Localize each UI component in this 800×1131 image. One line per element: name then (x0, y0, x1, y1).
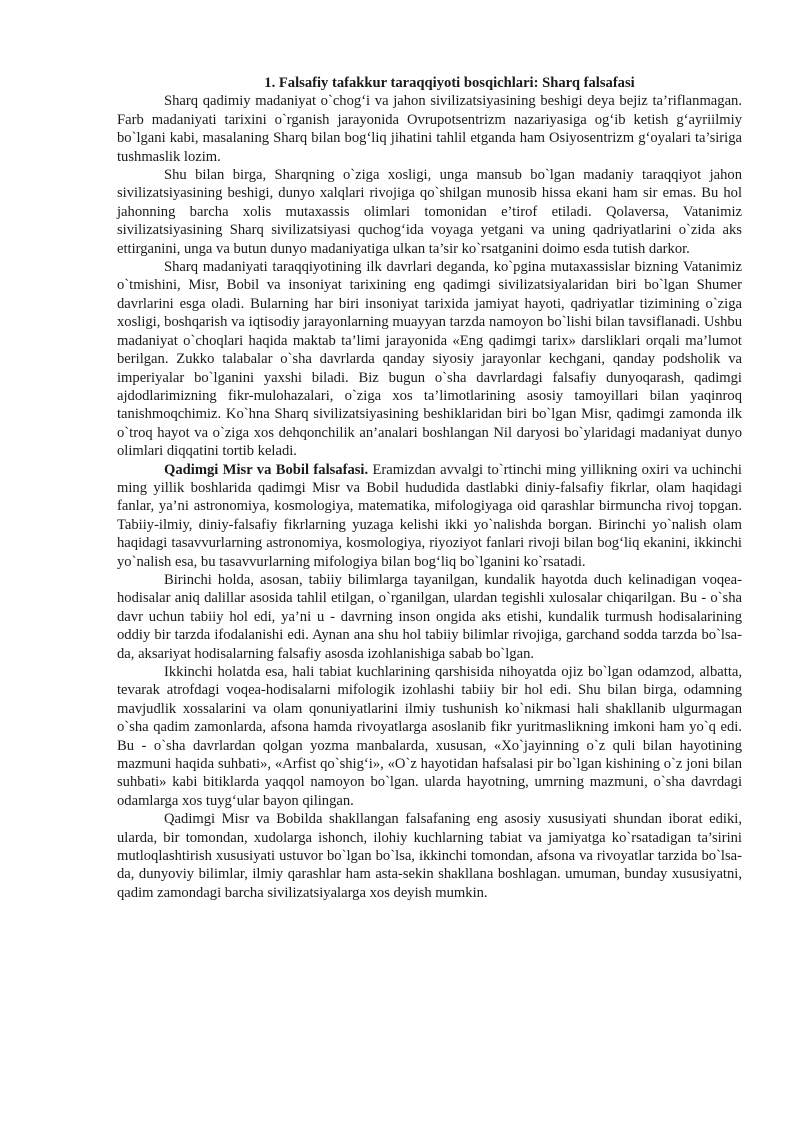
paragraph-text: Sharq madaniyati taraqqiyotining ilk davrlari deganda, ko`pgina mutaxassislar bizning Vatanimiz o`tmishini, Misr, Bobil va insoniyat tarixining eng qadimgi sivilizatsiyalaridan biri bo`lgan Shumer davrlarini esga oladi. Bularning har biri insoniyat tarixida jamiyat hayoti, qadriyatlar tizimining o`ziga xosligi, boshqarish va iqtisodiy jarayonlarning muayyan tarzda namoyon bo`lishi bilan tavsiflanadi. Ushbu madaniyat o`choqlari haqida maktab ta’limi jarayonida «Eng qadimgi tarix» darsliklari orqali ma’lumot berilgan. Zukko talabalar o`sha davrlarda qanday siyosiy jarayonlar kechgani, qanday podsholik va imperiyalar bo`lganini yaxshi biladi. Biz bugun o`sha davrlardagi falsafiy dunyoqarash, qadimgi ajdodlarimizning fikr-mulohazalari, o`ziga xos ta’limotlarining asosiy tamoyillari bilan yaqinroq tanishmoqchimiz. Ko`hna Sharq sivilizatsiyasining beshiklaridan biri bo`lgan Misr, qadimgi zamonda ilk o`troq hayot va o`ziga xos dehqonchilik an’analari boshlangan Nil daryosi bo`ylaridagi madaniyat dunyo olimlari diqqatini tortib keladi. (117, 259, 742, 460)
document-title: 1. Falsafiy tafakkur taraqqiyoti bosqichlari: Sharq falsafasi (264, 75, 635, 91)
paragraph (117, 810, 742, 902)
paragraph (117, 258, 742, 460)
paragraph-text: Shu bilan birga, Sharqning o`ziga xosligi, unga mansub bo`lgan madaniy taraqqiyot jahon sivilizatsiyasining beshigi, dunyo xalqlari rivojiga qo`shilgan munosib hissa ekani ham sir emas. Bu hol jahonning barcha xolis mutaxassis olimlari tomonidan e’tirof etiladi. Qolaversa, Vatanimiz sivilizatsiyasining Sharq sivilizatsiyasi quchog‘ida voyaga yetgani va uning qadriyatlarini o`zida aks ettirganini, unga va butun dunyo madaniyatiga ulkan ta’sir ko`rsatganini doimo esda tutish darkor. (117, 167, 742, 257)
paragraph (117, 166, 742, 258)
paragraph-text: Birinchi holda, asosan, tabiiy bilimlarga tayanilgan, kundalik hayotda duch kelinadigan voqea-hodisalar aniq dalillar asosida tahlil etilgan, o`rganilgan, ulardan tegishli xulosalar chiqarilgan. Bu - o`sha davr uchun tabiiy hol edi, ya’ni u - davrning inson ongida aks etishi, kundalik turmush hodisalarining oddiy bir tarzda ifodalanishi edi. Aynan ana shu hol tabiiy bilimlar rivojiga, garchand sodda tarzda bo`lsa-da, aksariyat hodisalarning falsafiy asosda izohlanishiga sabab bo`lgan. (117, 571, 742, 662)
paragraph-text: Ikkinchi holatda esa, hali tabiat kuchlarining qarshisida nihoyatda ojiz bo`lgan odamzod, albatta, tevarak atrofdagi voqea-hodisalarni mifologik izohlashi tabiiy bir hol edi. Shu bilan birga, odamning mavjudlik xossalarini va olam qonuniyatlarini ilmiy tushunish ko`nikmasi hali shakllanib ulgurmagan o`sha qadim zamonlarda, afsona hamda rivoyatlarga asoslanib fikr yuritmaslikning imkoni ham yo`q edi. Bu - o`sha davrlardan qolgan yozma manbalarda, xususan, «Xo`jayinning o`z quli bilan hayotining mazmuni haqida suhbati», «Arfist qo`shig‘i», «O`z hayotidan hafsalasi pir bo`lgan kishining o`z joni bilan suhbati» kabi bitiklarda yaqqol namoyon bo`lgan. ularda hayotning, umrning mazmuni, o`sha davrdagi odamlarga xos tuyg‘ular bayon qilingan. (117, 664, 742, 809)
paragraph-text: Sharq qadimiy madaniyat o`chog‘i va jahon sivilizatsiyasining beshigi deya bejiz ta’riflanmagan. Farb madaniyati tarixini o`rganish jarayonida Ovrupotsentrizm nazariyasiga og‘ib ketish g‘ayriilmiy bo`lgani kabi, masalaning Sharq bilan bog‘liq jihatini tahlil etganda ham Osiyosentrizm g‘oyalari ta’siriga tushmaslik lozim. (117, 93, 742, 165)
paragraph (117, 571, 742, 663)
paragraph-text: Qadimgi Misr va Bobilda shakllangan falsafaning eng asosiy xususiyati shundan iborat ediki, ularda, bir tomondan, xudolarga ishonch, ilohiy kuchlarning tabiat va jamiyatga ko`rsatadigan ta’sirini mutloqlashtirish xususiyati ustuvor bo`lgan bo`lsa, ikkinchi tomondan, afsona va rivoyatlar tarzida bo`lsa-da, dunyoviy bilimlar, ilmiy qarashlar ham asta-sekin shakllana boshlagan. umuman, bunday xususiyatni, qadim zamondagi barcha sivilizatsiyalarga xos deyish mumkin. (117, 811, 742, 901)
section-heading: Qadimgi Misr va Bobil falsafasi. (164, 461, 369, 478)
paragraph (117, 92, 742, 166)
paragraph (117, 461, 742, 571)
paragraph-text: Eramizdan avvalgi to`rtinchi ming yillikning oxiri va uchinchi ming yillik boshlarida qadimgi Misr va Bobil hududida dastlabki diniy-falsafiy fikrlar, olam haqidagi fanlar, ya’ni astronomiya, kosmologiya, matematika, mifologiyaga oid qarashlar birmuncha rivoj topgan. Tabiiy-ilmiy, diniy-falsafiy fikrlarning yuzaga kelishi ikki yo`nalishda borgan. Birinchi yo`nalish olam haqidagi tasavvurlarning astronomiya, kosmologiya, riyoziyot fanlari rivoji bilan bog‘liq ekanini, ikkinchi yo`nalish esa, bu tasavvurlarning mifologiya bilan bog‘liq bo`lganini ko`rsatadi. (117, 461, 742, 570)
paragraph (117, 663, 742, 810)
document-page (117, 74, 742, 902)
